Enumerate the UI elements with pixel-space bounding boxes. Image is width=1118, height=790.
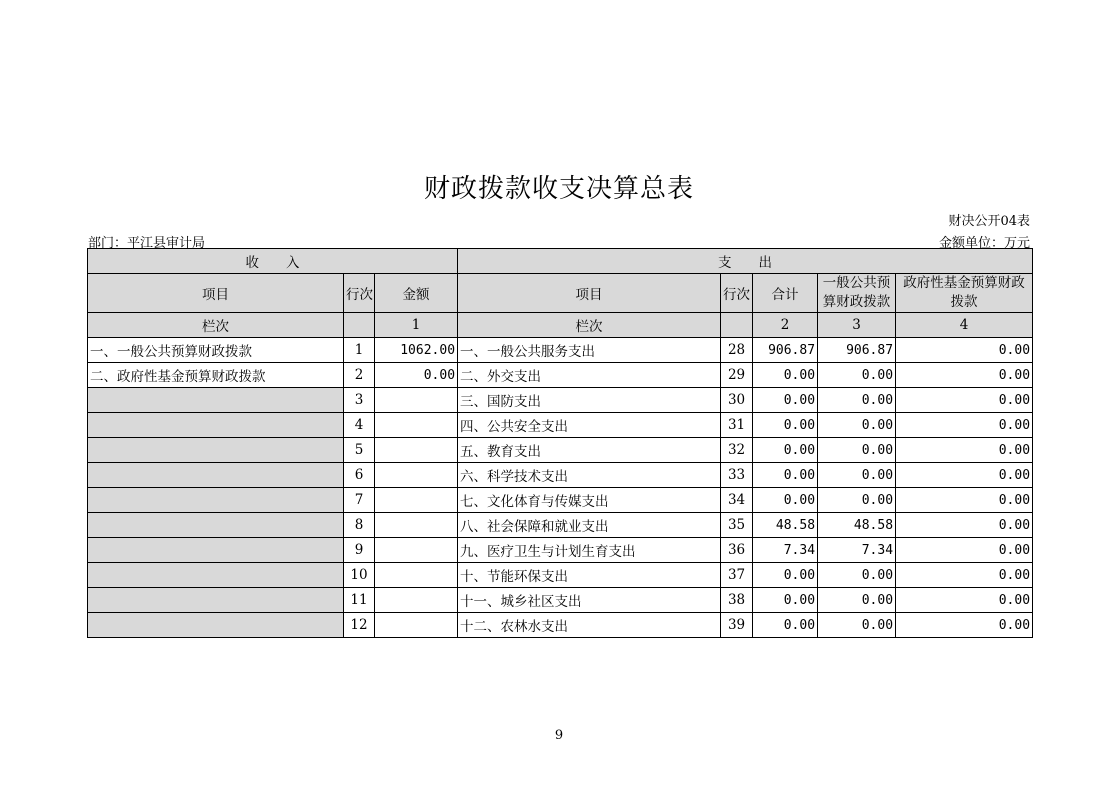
- expense-item: 四、公共安全支出: [458, 413, 721, 438]
- income-item: [88, 388, 344, 413]
- table-row: [88, 513, 1033, 538]
- total-amount: 0.00: [753, 413, 818, 438]
- expense-row-number: 38: [721, 588, 753, 613]
- total-amount: 0.00: [753, 563, 818, 588]
- total-amount: 0.00: [753, 488, 818, 513]
- income-row-number: 8: [344, 513, 375, 538]
- column-index-row: [88, 313, 1033, 338]
- general-budget-amount: 0.00: [818, 438, 896, 463]
- expense-item-header: 项目: [458, 274, 721, 313]
- general-budget-header: 一般公共预算财政拨款: [818, 274, 896, 313]
- document-title: 财政拨款收支决算总表: [423, 174, 694, 204]
- budget-table: [87, 248, 1033, 638]
- expense-row-number: 34: [721, 488, 753, 513]
- expense-row-number: 32: [721, 438, 753, 463]
- department-label: 部门：平江县审计局: [88, 236, 206, 251]
- form-number: 财决公开04表: [948, 214, 1030, 229]
- gov-fund-amount: 0.00: [896, 513, 1033, 538]
- general-budget-amount: 0.00: [818, 588, 896, 613]
- total-amount: 0.00: [753, 363, 818, 388]
- income-item: [88, 538, 344, 563]
- gov-fund-amount: 0.00: [896, 363, 1033, 388]
- expense-item: 八、社会保障和就业支出: [458, 513, 721, 538]
- expense-row-number: 30: [721, 388, 753, 413]
- general-budget-amount: 0.00: [818, 488, 896, 513]
- gov-fund-amount: 0.00: [896, 463, 1033, 488]
- gov-fund-amount: 0.00: [896, 563, 1033, 588]
- expense-item: 三、国防支出: [458, 388, 721, 413]
- general-budget-amount: 0.00: [818, 363, 896, 388]
- expense-item: 二、外交支出: [458, 363, 721, 388]
- col-index-3: 3: [818, 313, 896, 338]
- income-item: [88, 588, 344, 613]
- income-row-number: 9: [344, 538, 375, 563]
- expense-item: 五、教育支出: [458, 438, 721, 463]
- header-row-1: [88, 249, 1033, 274]
- income-row-number: 5: [344, 438, 375, 463]
- income-item: [88, 613, 344, 638]
- table-row: [88, 338, 1033, 363]
- income-item: [88, 413, 344, 438]
- income-item: [88, 513, 344, 538]
- expense-header: 支 出: [458, 249, 1033, 274]
- general-budget-amount: 906.87: [818, 338, 896, 363]
- col-index-blank-2: [721, 313, 753, 338]
- total-amount: 0.00: [753, 438, 818, 463]
- income-amount: [375, 563, 458, 588]
- total-amount: 906.87: [753, 338, 818, 363]
- income-amount-header: 金额: [375, 274, 458, 313]
- expense-item: 六、科学技术支出: [458, 463, 721, 488]
- income-row-number: 11: [344, 588, 375, 613]
- expense-item: 十二、农林水支出: [458, 613, 721, 638]
- table-row: [88, 363, 1033, 388]
- expense-row-number: 39: [721, 613, 753, 638]
- income-row-number: 6: [344, 463, 375, 488]
- gov-fund-amount: 0.00: [896, 538, 1033, 563]
- general-budget-amount: 0.00: [818, 388, 896, 413]
- income-row-number: 2: [344, 363, 375, 388]
- header-row-2: [88, 274, 1033, 313]
- total-amount: 48.58: [753, 513, 818, 538]
- income-row-number: 4: [344, 413, 375, 438]
- expense-row-number: 31: [721, 413, 753, 438]
- expense-row-number: 35: [721, 513, 753, 538]
- expense-row-number: 33: [721, 463, 753, 488]
- income-amount: [375, 513, 458, 538]
- income-row-number: 3: [344, 388, 375, 413]
- total-amount: 0.00: [753, 613, 818, 638]
- col-index-1: 1: [375, 313, 458, 338]
- page-number: 9: [554, 728, 564, 743]
- gov-fund-header: 政府性基金预算财政拨款: [896, 274, 1033, 313]
- gov-fund-amount: 0.00: [896, 488, 1033, 513]
- gov-fund-amount: 0.00: [896, 338, 1033, 363]
- col-label-income: 栏次: [88, 313, 344, 338]
- gov-fund-amount: 0.00: [896, 438, 1033, 463]
- expense-row-number: 28: [721, 338, 753, 363]
- col-index-blank: [344, 313, 375, 338]
- general-budget-amount: 0.00: [818, 613, 896, 638]
- expense-row-number: 37: [721, 563, 753, 588]
- expense-item: 十、节能环保支出: [458, 563, 721, 588]
- income-item: 一、一般公共预算财政拨款: [88, 338, 344, 363]
- income-amount: [375, 388, 458, 413]
- general-budget-amount: 48.58: [818, 513, 896, 538]
- table-row: [88, 438, 1033, 463]
- income-header: 收 入: [88, 249, 458, 274]
- income-item: [88, 563, 344, 588]
- total-amount: 0.00: [753, 588, 818, 613]
- table-row: [88, 588, 1033, 613]
- col-label-expense: 栏次: [458, 313, 721, 338]
- income-amount: 0.00: [375, 363, 458, 388]
- income-amount: [375, 463, 458, 488]
- income-item: [88, 438, 344, 463]
- income-amount: [375, 538, 458, 563]
- expense-item: 七、文化体育与传媒支出: [458, 488, 721, 513]
- col-index-2: 2: [753, 313, 818, 338]
- table-row: [88, 488, 1033, 513]
- general-budget-amount: 7.34: [818, 538, 896, 563]
- expense-row-number: 36: [721, 538, 753, 563]
- expense-item: 一、一般公共服务支出: [458, 338, 721, 363]
- table-row: [88, 563, 1033, 588]
- expense-item: 九、医疗卫生与计划生育支出: [458, 538, 721, 563]
- table-row: [88, 463, 1033, 488]
- income-item: [88, 463, 344, 488]
- table-row: [88, 388, 1033, 413]
- total-amount: 7.34: [753, 538, 818, 563]
- general-budget-amount: 0.00: [818, 413, 896, 438]
- income-amount: [375, 613, 458, 638]
- income-amount: 1062.00: [375, 338, 458, 363]
- income-row-number: 10: [344, 563, 375, 588]
- col-index-4: 4: [896, 313, 1033, 338]
- income-rowno-header: 行次: [344, 274, 375, 313]
- income-item-header: 项目: [88, 274, 344, 313]
- total-header: 合计: [753, 274, 818, 313]
- income-row-number: 7: [344, 488, 375, 513]
- table-row: [88, 413, 1033, 438]
- income-amount: [375, 438, 458, 463]
- table-row: [88, 613, 1033, 638]
- expense-row-number: 29: [721, 363, 753, 388]
- income-row-number: 1: [344, 338, 375, 363]
- income-item: [88, 488, 344, 513]
- table-row: [88, 538, 1033, 563]
- income-amount: [375, 488, 458, 513]
- general-budget-amount: 0.00: [818, 463, 896, 488]
- total-amount: 0.00: [753, 388, 818, 413]
- income-item: 二、政府性基金预算财政拨款: [88, 363, 344, 388]
- general-budget-amount: 0.00: [818, 563, 896, 588]
- income-amount: [375, 413, 458, 438]
- total-amount: 0.00: [753, 463, 818, 488]
- income-row-number: 12: [344, 613, 375, 638]
- gov-fund-amount: 0.00: [896, 388, 1033, 413]
- expense-rowno-header: 行次: [721, 274, 753, 313]
- gov-fund-amount: 0.00: [896, 588, 1033, 613]
- unit-label: 金额单位：万元: [938, 236, 1030, 251]
- expense-item: 十一、城乡社区支出: [458, 588, 721, 613]
- gov-fund-amount: 0.00: [896, 613, 1033, 638]
- gov-fund-amount: 0.00: [896, 413, 1033, 438]
- income-amount: [375, 588, 458, 613]
